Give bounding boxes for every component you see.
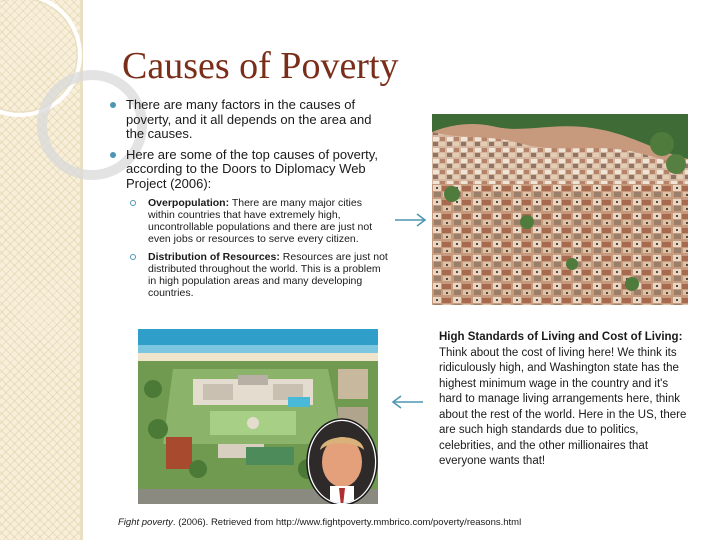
citation-source: Fight poverty — [118, 517, 173, 528]
bullet-item — [108, 148, 390, 192]
portrait-inset — [306, 418, 378, 504]
sub-bullet-term: Distribution of Resources: — [148, 251, 280, 263]
estate-photo — [138, 329, 378, 504]
slide-title: Causes of Poverty — [122, 45, 399, 87]
sub-bullet-text: Resources are just not distributed throughout the world. This is a problem in high population areas and many developing countries. — [148, 251, 388, 299]
bullet-dot-icon — [110, 152, 116, 158]
bullet-item — [108, 98, 390, 142]
bullet-dot-icon — [110, 102, 116, 108]
sub-bullet-item — [130, 197, 390, 245]
sub-bullet-text: There are many major cities within countries that have extremely high, uncontrollable populations and there are just not even jobs or resources to serve every citizen. — [148, 197, 373, 245]
arrow-right-icon — [394, 212, 428, 228]
sub-bullet-item — [130, 251, 390, 299]
bullet-text: Here are some of the top causes of poverty, according to the Doors to Diplomacy Web Project (2006): — [126, 146, 378, 191]
cost-of-living-body: Think about the cost of living here! We think its ridiculously high, and Washington state has the highest minimum wage in the country and it's hard to manage living arrangements here, think about the rest of the world. Here in the US, there are such high standards due to politics, celebrities, and the other millionaires that everyone wants that! — [439, 346, 687, 467]
citation-rest: . (2006). Retrieved from http://www.fightpoverty.mmbrico.com/poverty/reasons.html — [172, 517, 522, 528]
citation — [118, 517, 521, 528]
cost-of-living-text — [439, 330, 691, 470]
favela-photo — [432, 114, 688, 305]
arrow-left-icon — [390, 394, 424, 410]
sub-bullet-term: Overpopulation: — [148, 197, 230, 209]
sub-bullet-ring-icon — [130, 200, 136, 206]
bullet-list — [108, 98, 390, 305]
cost-of-living-term: High Standards of Living and Cost of Living: — [439, 331, 683, 343]
sub-bullet-ring-icon — [130, 254, 136, 260]
bullet-text: There are many factors in the causes of poverty, and it all depends on the area and the causes. — [126, 97, 372, 141]
